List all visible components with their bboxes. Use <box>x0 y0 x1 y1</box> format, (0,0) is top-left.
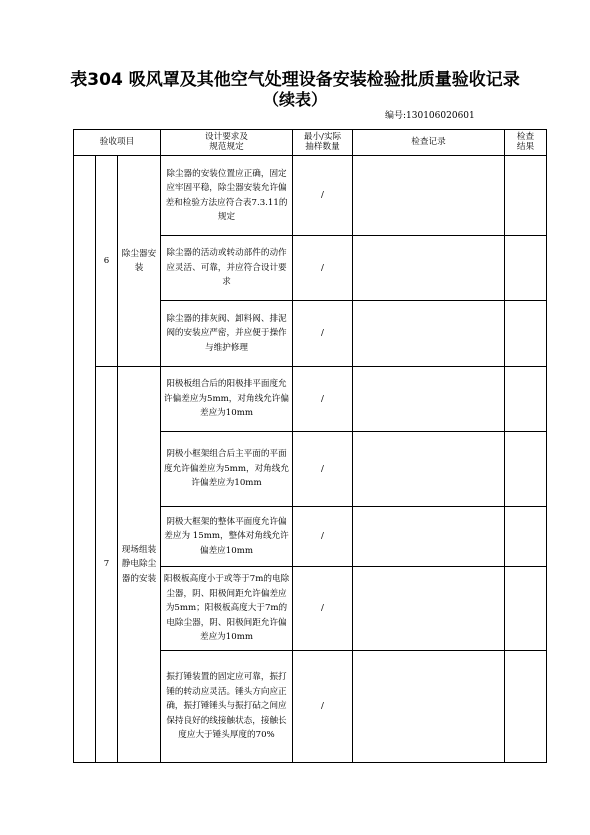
group-name: 除尘器安 装 <box>118 156 161 367</box>
page-subtitle: （续表） <box>262 90 327 109</box>
record-cell[interactable] <box>353 651 505 763</box>
header-row <box>74 130 547 156</box>
result-cell[interactable] <box>505 301 547 367</box>
requirement-cell: 除尘器的排灰阀、卸料阀、排泥阀的安装应严密，并应便于操作与维护修理 <box>161 301 293 367</box>
group-number: 6 <box>96 156 118 367</box>
requirement-cell: 除尘器的安装位置应正确，固定应牢固平稳，除尘器安装允许偏差和检验方法应符合表7.3.11的规定 <box>161 156 293 236</box>
record-cell[interactable] <box>353 301 505 367</box>
result-cell[interactable] <box>505 567 547 651</box>
header-sampling: 最小/实际 抽样数量 <box>293 130 353 156</box>
requirement-cell: 阳极板组合后的阳极排平面度允许偏差应为5mm，对角线允许偏差应为10mm <box>161 367 293 432</box>
group-name: 现场组装 静电除尘 器的安装 <box>118 367 161 763</box>
group-number: 7 <box>96 367 118 763</box>
page-title: 表304 吸风罩及其他空气处理设备安装检验批质量验收记录 <box>70 70 520 90</box>
sampling-cell: / <box>293 432 353 507</box>
sampling-cell: / <box>293 367 353 432</box>
requirement-cell: 振打锤装置的固定应可靠，振打锤的转动应灵活。锤头方向应正确，振打锤锤头与振打砧之间应保持良好的线接触状态，接触长度应大于锤头厚度的70% <box>161 651 293 763</box>
table-row <box>74 156 547 236</box>
header-design-req: 设计要求及 规范规定 <box>161 130 293 156</box>
requirement-cell: 阳极板高度小于或等于7m的电除尘器，阴、阳极间距允许偏差应为5mm；阳极板高度大于7m的电除尘器，阴、阳极间距允许偏差应为10mm <box>161 567 293 651</box>
result-cell[interactable] <box>505 507 547 567</box>
result-cell[interactable] <box>505 432 547 507</box>
record-cell[interactable] <box>353 367 505 432</box>
header-result: 检查 结果 <box>505 130 547 156</box>
header-record: 检查记录 <box>353 130 505 156</box>
result-cell[interactable] <box>505 236 547 301</box>
sampling-cell: / <box>293 567 353 651</box>
sampling-cell: / <box>293 301 353 367</box>
table-row <box>74 367 547 432</box>
serial-number: 编号:130106020601 <box>385 111 475 121</box>
record-cell[interactable] <box>353 432 505 507</box>
result-cell[interactable] <box>505 651 547 763</box>
requirement-cell: 阴极大框架的整体平面度允许偏差应为 15mm，整体对角线允许偏差应10mm <box>161 507 293 567</box>
result-cell[interactable] <box>505 367 547 432</box>
outer-category-cell <box>74 156 96 763</box>
record-cell[interactable] <box>353 156 505 236</box>
record-cell[interactable] <box>353 567 505 651</box>
sampling-cell: / <box>293 156 353 236</box>
header-item: 验收项目 <box>74 130 161 156</box>
sampling-cell: / <box>293 507 353 567</box>
result-cell[interactable] <box>505 156 547 236</box>
record-cell[interactable] <box>353 236 505 301</box>
sampling-cell: / <box>293 651 353 763</box>
inspection-table <box>73 129 547 763</box>
requirement-cell: 阴极小框架组合后主平面的平面度允许偏差应为5mm，对角线允许偏差应为10mm <box>161 432 293 507</box>
sampling-cell: / <box>293 236 353 301</box>
requirement-cell: 除尘器的活动或转动部件的动作应灵活、可靠，并应符合设计要求 <box>161 236 293 301</box>
record-cell[interactable] <box>353 507 505 567</box>
